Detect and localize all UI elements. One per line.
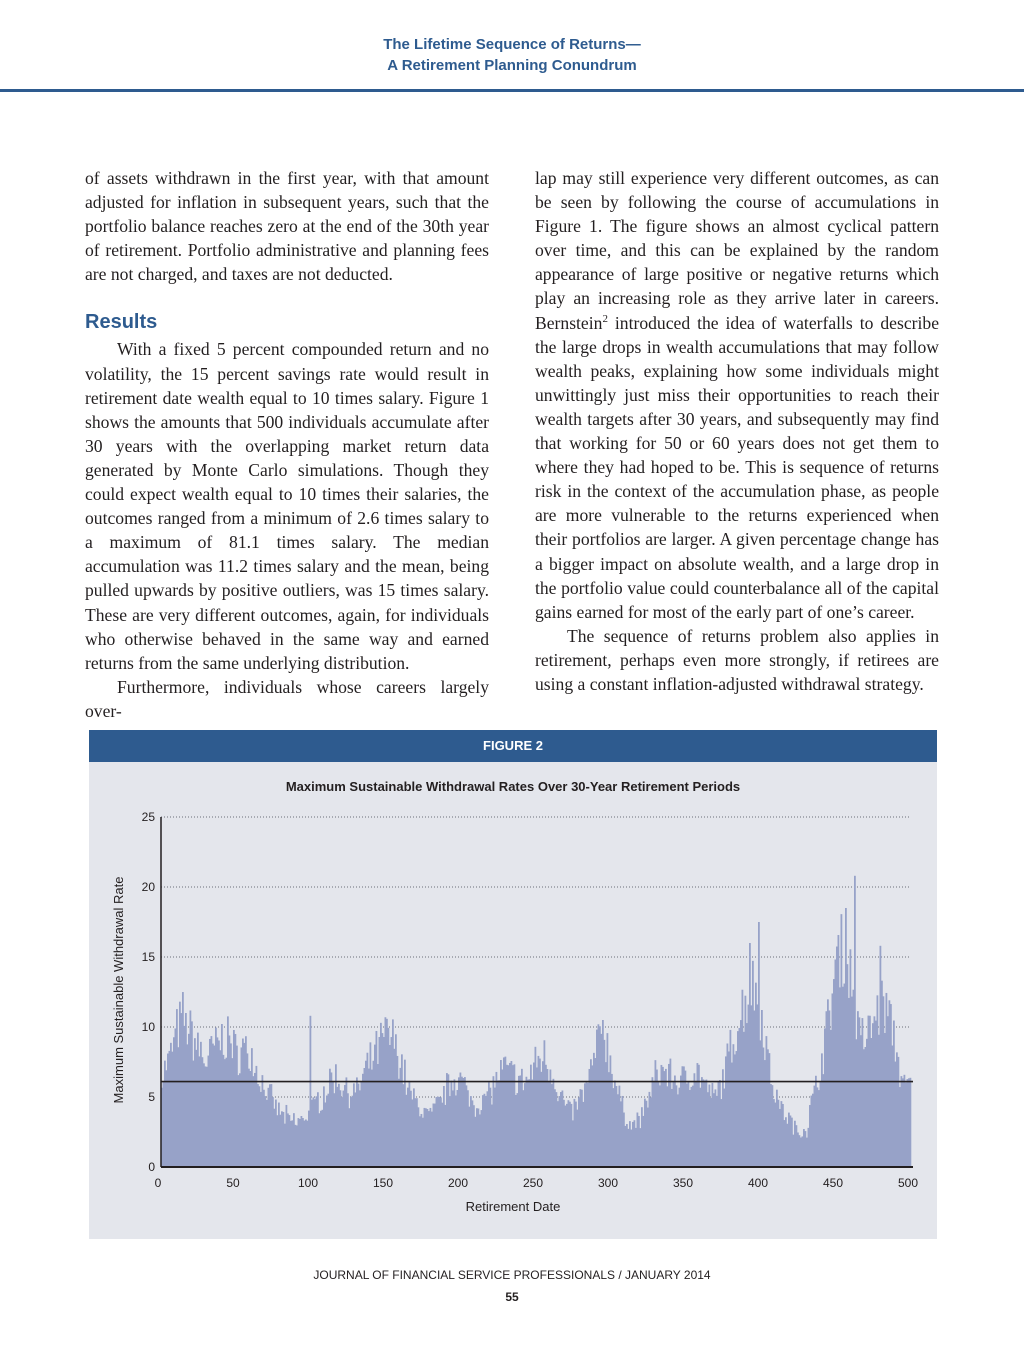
x-tick-label: 400	[747, 1176, 769, 1190]
figure-2	[89, 730, 937, 1239]
y-tick-label: 25	[141, 810, 155, 824]
x-tick-label: 450	[822, 1176, 844, 1190]
x-tick-label: 0	[154, 1176, 162, 1190]
running-head-line-1: The Lifetime Sequence of Returns—	[383, 36, 641, 53]
y-axis-label: Maximum Sustainable Withdrawal Rate	[111, 876, 126, 1104]
journal-footer: JOURNAL OF FINANCIAL SERVICE PROFESSIONALS / JANUARY 2014	[313, 1268, 711, 1282]
withdrawal-rate-chart	[89, 730, 937, 1239]
left-column	[85, 166, 489, 723]
paragraph: The sequence of returns problem also applies in retirement, perhaps even more strongly, if retirees are using a constant inflation-adjusted withdrawal strategy.	[535, 625, 939, 694]
paragraph	[535, 166, 939, 624]
y-tick-label: 0	[148, 1160, 155, 1174]
right-column	[535, 166, 939, 696]
figure-label: FIGURE 2	[89, 730, 937, 762]
y-tick-label: 15	[141, 950, 155, 964]
x-tick-label: 150	[372, 1176, 394, 1190]
paragraph: With a fixed 5 percent compounded return and no volatility, the 15 percent savings rate would result in retirement date wealth equal to 10 times salary. Figure 1 shows the amounts that 500 individuals accumulate after 30 years with the overlapping market return data generated by Monte Carlo simulations. Though they could expect wealth equal to 10 times their salaries, the outcomes ranged from a minimum of 2.6 times salary to a maximum of 81.1 times salary. The median accumulation was 11.2 times salary and the mean, being pulled upwards by positive outliers, was 15 times salary. These are very different outcomes, again, for individuals who otherwise behaved in the same way and earned returns from the same underlying distribution.	[85, 339, 489, 673]
paragraph: Furthermore, individuals whose careers largely over-	[85, 676, 489, 721]
x-tick-label: 350	[672, 1176, 694, 1190]
x-tick-label: 200	[447, 1176, 469, 1190]
page-number: 55	[505, 1290, 519, 1304]
running-head-line-2: A Retirement Planning Conundrum	[387, 57, 637, 74]
section-heading-results: Results	[85, 311, 158, 334]
paragraph-text: introduced the idea of waterfalls to describe the large drops in wealth accumulations that may follow wealth peaks, explaining how some individuals might unwittingly just miss their opportunities to reach their wealth targets after 30 years, and subsequently may find that working for 50 or 60 years does not get them to where they had hoped to be. This is sequence of returns risk in the context of the accumulation phase, as people are more vulnerable to the returns experienced when their portfolios are larger. A given percentage change has a bigger impact on absolute wealth, and a large drop in the portfolio value could counterbalance all of the capital gains earned for most of the early part of one’s career.	[535, 312, 939, 622]
y-tick-label: 20	[141, 880, 155, 894]
x-tick-label: 500	[897, 1176, 919, 1190]
footnote-marker[interactable]: 2	[602, 312, 608, 325]
chart-title: Maximum Sustainable Withdrawal Rates Over 30-Year Retirement Periods	[285, 779, 741, 794]
paragraph-text: lap may still experience very different outcomes, as can be seen by following the course of accumulations in Figure 1. The figure shows an almost cyclical pattern over time, and this can be explained by the random appearance of large positive or negative returns which play an increasing role as they arrive later in careers. Bernstein	[535, 168, 939, 333]
x-tick-label: 250	[522, 1176, 544, 1190]
y-tick-label: 10	[141, 1020, 155, 1034]
x-axis-label: Retirement Date	[465, 1199, 561, 1214]
x-tick-label: 100	[297, 1176, 319, 1190]
header-rule	[0, 89, 1024, 92]
paragraph: of assets withdrawn in the first year, with that amount adjusted for inflation in subsequent years, such that the portfolio balance reaches zero at the end of the 30th year of retirement. Portfolio administrative and planning fees are not charged, and taxes are not deducted.	[85, 168, 489, 285]
running-head	[0, 34, 1024, 76]
data-bar	[910, 1078, 912, 1167]
x-tick-label: 50	[226, 1176, 240, 1190]
y-tick-label: 5	[148, 1090, 155, 1104]
x-tick-label: 300	[597, 1176, 619, 1190]
